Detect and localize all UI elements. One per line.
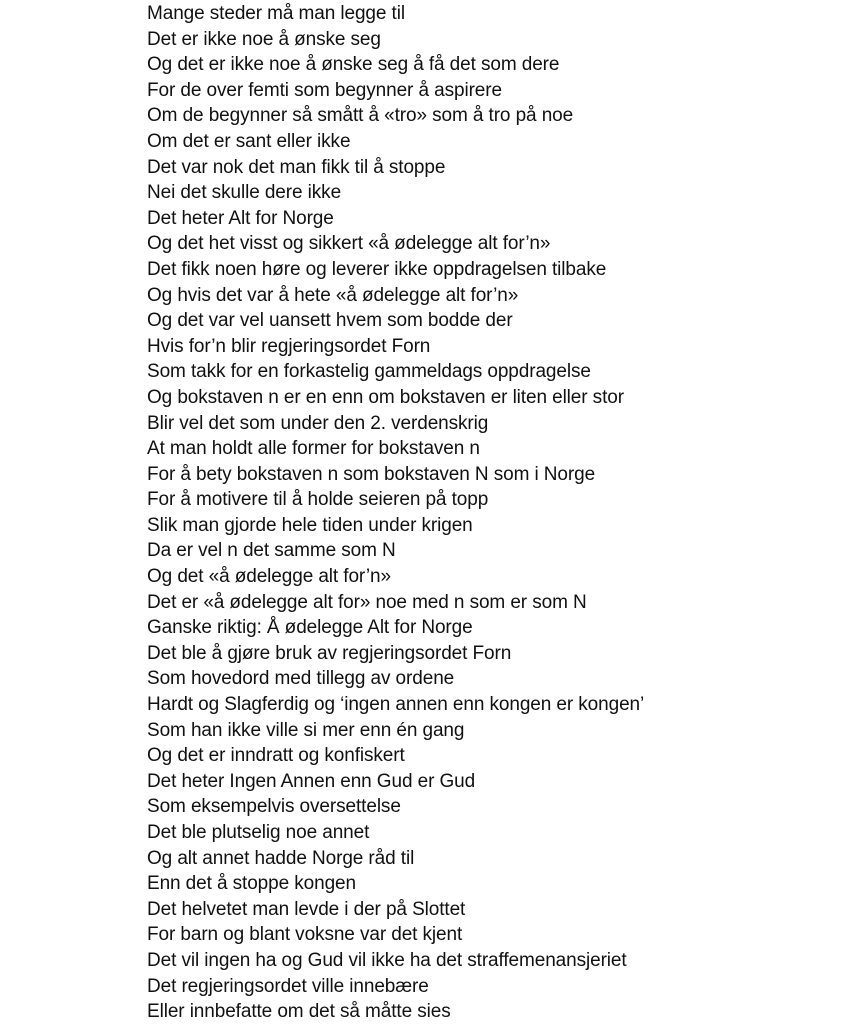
text-line: Og det er inndratt og konfiskert [147, 745, 405, 767]
text-line: Hardt og Slagferdig og ‘ingen annen enn kongen er kongen’ [147, 694, 645, 716]
text-line: Som hovedord med tillegg av ordene [147, 668, 455, 690]
text-line: Det er «å ødelegge alt for» noe med n som er som N [147, 591, 587, 613]
text-line: Det er ikke noe å ønske seg [147, 28, 381, 50]
text-line: Og det «å ødelegge alt for’n» [147, 566, 391, 588]
text-line: Det ble plutselig noe annet [147, 822, 370, 843]
text-line: Hvis for’n blir regjeringsordet Forn [147, 335, 431, 357]
text-line: Det heter Ingen Annen enn Gud er Gud [147, 770, 476, 792]
text-line: Det ble å gjøre bruk av regjeringsordet Forn [147, 642, 512, 664]
text-line: Det var nok det man fikk til å stoppe [147, 156, 446, 178]
text-line: Blir vel det som under den 2. verdenskrig [147, 412, 489, 434]
text-line: Slik man gjorde hele tiden under krigen [147, 514, 473, 536]
text-line: Det helvetet man levde i der på Slottet [147, 898, 466, 920]
text-line: Enn det å stoppe kongen [147, 873, 356, 895]
text-line: For barn og blant voksne var det kjent [147, 924, 463, 946]
text-line: At man holdt alle former for bokstaven n [147, 438, 480, 460]
text-line: Og det het visst og sikkert «å ødelegge alt for’n» [147, 233, 551, 255]
text-line: Det heter Alt for Norge [147, 207, 334, 229]
text-line: Som takk for en forkastelig gammeldags oppdragelse [147, 361, 591, 383]
text-line: Om de begynner så smått å «tro» som å tro på noe [147, 105, 574, 127]
text-line: Ganske riktig: Å ødelegge Alt for Norge [147, 617, 473, 639]
text-line: Nei det skulle dere ikke [147, 182, 342, 204]
text-line: For å motivere til å holde seieren på topp [147, 489, 489, 511]
text-line: Og det var vel uansett hvem som bodde der [147, 310, 513, 332]
text-line: Som eksempelvis oversettelse [147, 796, 401, 818]
text-line: For de over femti som begynner å aspirere [147, 79, 502, 101]
text-line: Det vil ingen ha og Gud vil ikke ha det straffemenansjeriet [147, 949, 627, 971]
text-line: Og hvis det var å hete «å ødelegge alt for’n» [147, 284, 519, 306]
text-line: Og bokstaven n er en enn om bokstaven er liten eller stor [147, 386, 624, 408]
text-line: For å bety bokstaven n som bokstaven N som i Norge [147, 463, 596, 485]
text-line: Eller innbefatte om det så måtte sies [147, 1001, 451, 1023]
text-line: Da er vel n det samme som N [147, 540, 396, 562]
text-line: Som han ikke ville si mer enn én gang [147, 719, 465, 741]
text-line: Og det er ikke noe å ønske seg å få det som dere [147, 54, 560, 76]
poem-text [147, 1, 644, 1025]
text-line: Det fikk noen høre og leverer ikke oppdragelsen tilbake [147, 258, 607, 280]
text-line: Det regjeringsordet ville innebære [147, 975, 429, 997]
text-line: Og alt annet hadde Norge råd til [147, 847, 415, 869]
text-line: Mange steder må man legge til [147, 3, 405, 24]
text-line: Om det er sant eller ikke [147, 130, 351, 152]
